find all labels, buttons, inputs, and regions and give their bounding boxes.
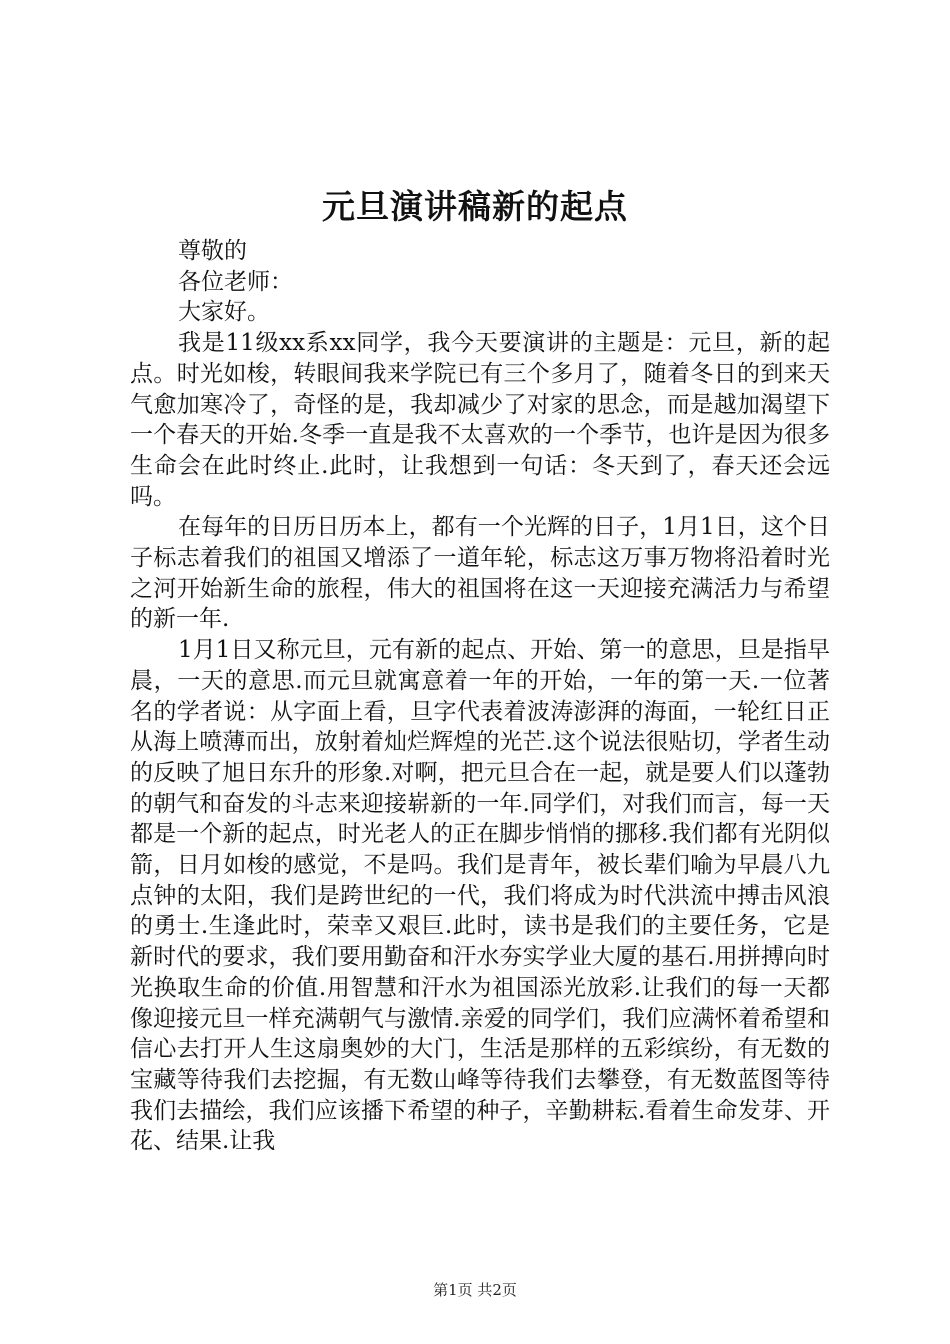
document-body <box>130 236 830 1157</box>
salutation-line-1: 尊敬的 <box>178 238 247 264</box>
document-title: 元旦演讲稿新的起点 <box>322 187 628 226</box>
paragraph: 1月1日又称元旦，元有新的起点、开始、第一的意思，旦是指早晨，一天的意思.而元旦就寓意着一年的开始，一年的第一天.一位著名的学者说：从字面上看，旦字代表着波涛澎湃的海面，一轮红日正从海上喷薄而出，放射着灿烂辉煌的光芒.这个说法很贴切，学者生动的反映了旭日东升的形象.对啊，把元旦合在一起，就是要人们以蓬勃的朝气和奋发的斗志来迎接崭新的一年.同学们，对我们而言，每一天都是一个新的起点，时光老人的正在脚步悄悄的挪移.我们都有光阴似箭，日月如梭的感觉，不是吗。我们是青年，被长辈们喻为早晨八九点钟的太阳，我们是跨世纪的一代，我们将成为时代洪流中搏击风浪的勇士.生逢此时，荣幸又艰巨.此时，读书是我们的主要任务，它是新时代的要求，我们要用勤奋和汗水夯实学业大厦的基石.用拼搏向时光换取生命的价值.用智慧和汗水为祖国添光放彩.让我们的每一天都像迎接元旦一样充满朝气与激情.亲爱的同学们，我们应满怀着希望和信心去打开人生这扇奥妙的大门，生活是那样的五彩缤纷，有无数的宝藏等待我们去挖掘，有无数山峰等待我们去攀登，有无数蓝图等待我们去描绘，我们应该播下希望的种子，辛勤耕耘.看着生命发芽、开花、结果.让我 <box>130 637 830 1155</box>
greeting-line: 大家好。 <box>178 299 270 326</box>
paragraph: 在每年的日历日历本上，都有一个光辉的日子，1月1日，这个日子标志着我们的祖国又增添了一道年轮，标志这万事万物将沿着时光之河开始新生命的旅程，伟大的祖国将在这一天迎接充满活力与希望的新一年. <box>130 514 830 633</box>
page-number-footer: 第1页 共2页 <box>433 1281 517 1299</box>
paragraph: 我是11级xx系xx同学，我今天要演讲的主题是：元旦，新的起点。时光如梭，转眼间我来学院已有三个多月了，随着冬日的到来天气愈加寒冷了，奇怪的是，我却减少了对家的思念，而是越加渴望下一个春天的开始.冬季一直是我不太喜欢的一个季节，也许是因为很多生命会在此时终止.此时，让我想到一句话：冬天到了，春天还会远吗。 <box>130 330 830 510</box>
salutation-line-2: 各位老师： <box>178 268 293 295</box>
